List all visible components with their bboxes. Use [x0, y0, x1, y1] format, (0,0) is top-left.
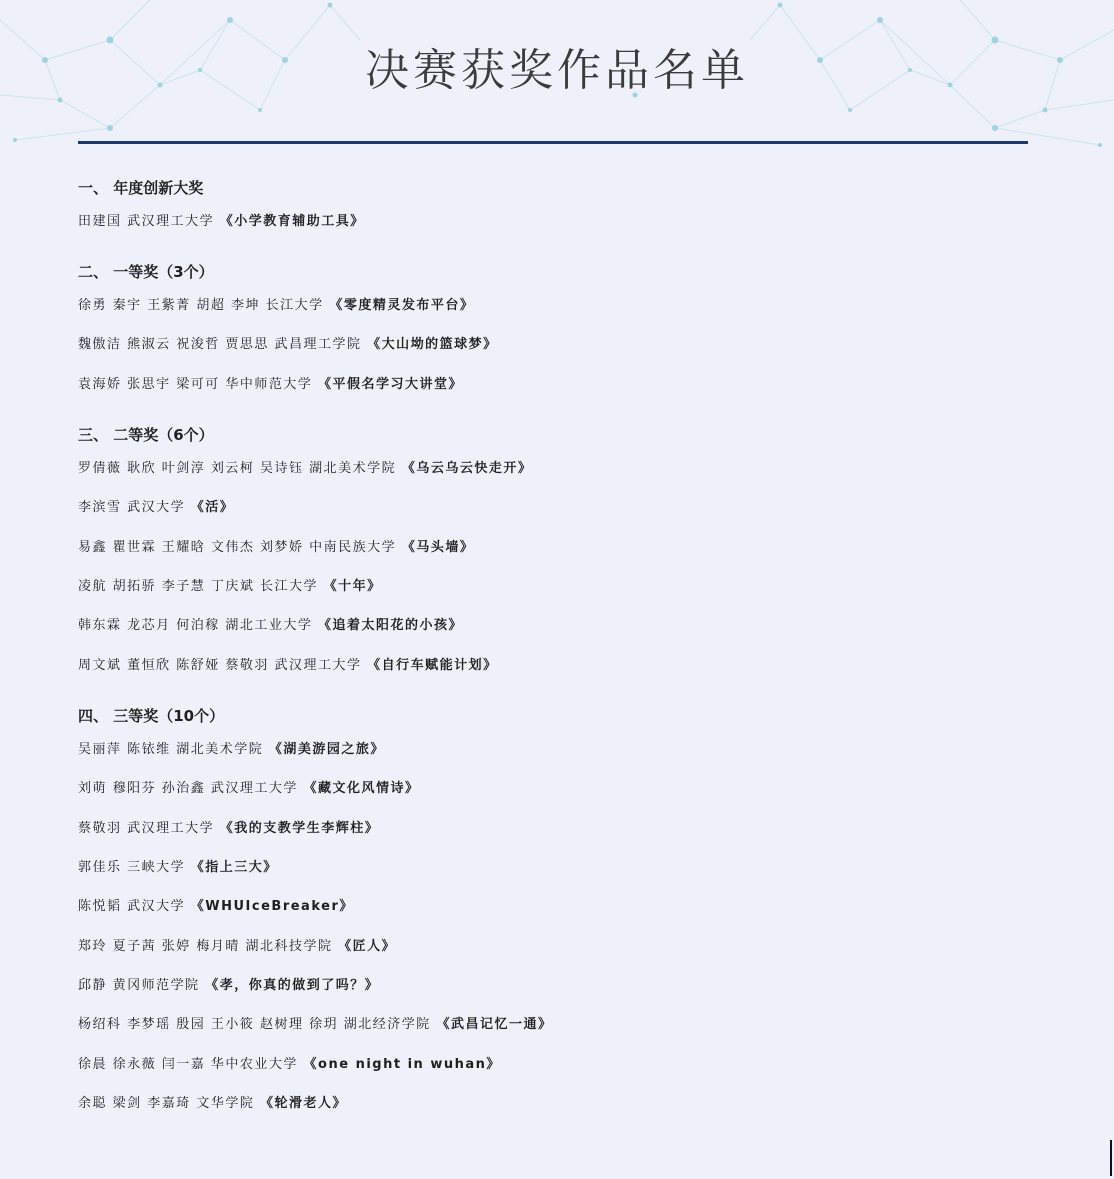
section-heading: 三、 二等奖（6个）: [78, 425, 214, 444]
entry-work-title: 《轮滑老人》: [260, 1096, 348, 1112]
entry-people: 郭佳乐 三峡大学: [78, 859, 186, 875]
entry-work-title: 《one night in wuhan》: [303, 1056, 501, 1072]
award-entry: [78, 1093, 1038, 1115]
title-divider: [78, 141, 1028, 144]
entry-people: 杨绍科 李梦瑶 殷园 王小筱 赵树理 徐玥 湖北经济学院: [78, 1017, 431, 1033]
section-third-prize: [78, 706, 1038, 1116]
award-entry: [78, 615, 1038, 637]
entry-work-title: 《大山坳的篮球梦》: [367, 337, 498, 353]
award-entry: [78, 1054, 1038, 1076]
entry-people: 魏傲洁 熊淑云 祝浚哲 贾思思 武昌理工学院: [78, 337, 362, 353]
entry-people: 邱静 黄冈师范学院: [78, 978, 200, 994]
entry-people: 陈悦韬 武汉大学: [78, 899, 186, 915]
entry-work-title: 《WHUIceBreaker》: [190, 899, 354, 915]
section-second-prize: [78, 425, 1038, 677]
award-entry: [78, 537, 1038, 559]
section-innovation-award: [78, 178, 1038, 233]
award-entry: [78, 655, 1038, 677]
text-cursor: [1110, 1140, 1112, 1176]
entry-people: 蔡敬羽 武汉理工大学: [78, 820, 215, 836]
award-entry: [78, 458, 1038, 480]
entry-people: 李滨雪 武汉大学: [78, 500, 186, 516]
award-entry: [78, 576, 1038, 598]
entry-work-title: 《我的支教学生李辉柱》: [219, 820, 380, 836]
entry-people: 吴丽萍 陈铱维 湖北美术学院: [78, 741, 264, 757]
entry-work-title: 《湖美游园之旅》: [268, 741, 385, 757]
entry-work-title: 《零度精灵发布平台》: [329, 298, 475, 313]
entry-work-title: 《小学教育辅助工具》: [219, 214, 365, 229]
entry-work-title: 《指上三大》: [190, 859, 278, 875]
entry-people: 徐晨 徐永薇 闫一嘉 华中农业大学: [78, 1056, 298, 1072]
page-title: 决赛获奖作品名单: [365, 45, 749, 96]
entry-work-title: 《武昌记忆一通》: [436, 1017, 553, 1033]
entry-people: 易鑫 瞿世霖 王耀晗 文伟杰 刘梦娇 中南民族大学: [78, 539, 397, 555]
entry-work-title: 《孝，你真的做到了吗？》: [205, 978, 380, 994]
award-entry: [78, 818, 1038, 840]
entry-people: 郑玲 夏子茜 张婷 梅月晴 湖北科技学院: [78, 938, 333, 954]
award-entry: [78, 975, 1038, 997]
award-entry: [78, 857, 1038, 879]
section-heading: 四、 三等奖（10个）: [78, 706, 225, 725]
award-list: [78, 178, 1038, 1144]
award-entry: [78, 497, 1038, 519]
award-entry: [78, 739, 1038, 761]
award-entry: [78, 896, 1038, 918]
entry-people: 袁海娇 张思宇 梁可可 华中师范大学: [78, 376, 313, 392]
section-heading: 一、 年度创新大奖: [78, 179, 204, 197]
entry-people: 周文斌 董恒欣 陈舒娅 蔡敬羽 武汉理工大学: [78, 657, 362, 673]
entry-people: 韩东霖 龙芯月 何泊稼 湖北工业大学: [78, 618, 313, 634]
entry-people: 田建国 武汉理工大学: [78, 214, 215, 229]
section-first-prize: [78, 262, 1038, 396]
entry-people: 徐勇 秦宇 王紫菁 胡超 李坤 长江大学: [78, 298, 324, 313]
section-heading: 二、 一等奖（3个）: [78, 263, 214, 281]
entry-people: 罗倩薇 耿欣 叶剑淳 刘云柯 吴诗钰 湖北美术学院: [78, 460, 397, 476]
entry-work-title: 《乌云乌云快走开》: [401, 460, 533, 476]
entry-work-title: 《马头墙》: [401, 539, 475, 555]
entry-work-title: 《匠人》: [338, 938, 397, 954]
entry-work-title: 《平假名学习大讲堂》: [318, 376, 464, 392]
award-entry: [78, 778, 1038, 800]
award-entry: [78, 211, 1038, 233]
entry-work-title: 《藏文化风情诗》: [303, 781, 420, 797]
entry-people: 刘萌 穆阳芬 孙治鑫 武汉理工大学: [78, 781, 298, 797]
award-entry: [78, 1014, 1038, 1036]
award-entry: [78, 374, 1038, 396]
entry-work-title: 《十年》: [323, 578, 382, 594]
award-entry: [78, 334, 1038, 356]
award-entry: [78, 936, 1038, 958]
entry-work-title: 《追着太阳花的小孩》: [318, 618, 464, 634]
award-entry: [78, 295, 1038, 317]
entry-work-title: 《自行车赋能计划》: [367, 657, 498, 673]
entry-people: 余聪 梁剑 李嘉琦 文华学院: [78, 1096, 255, 1112]
entry-people: 凌航 胡拓骄 李子慧 丁庆斌 长江大学: [78, 578, 319, 594]
entry-work-title: 《活》: [190, 500, 235, 516]
